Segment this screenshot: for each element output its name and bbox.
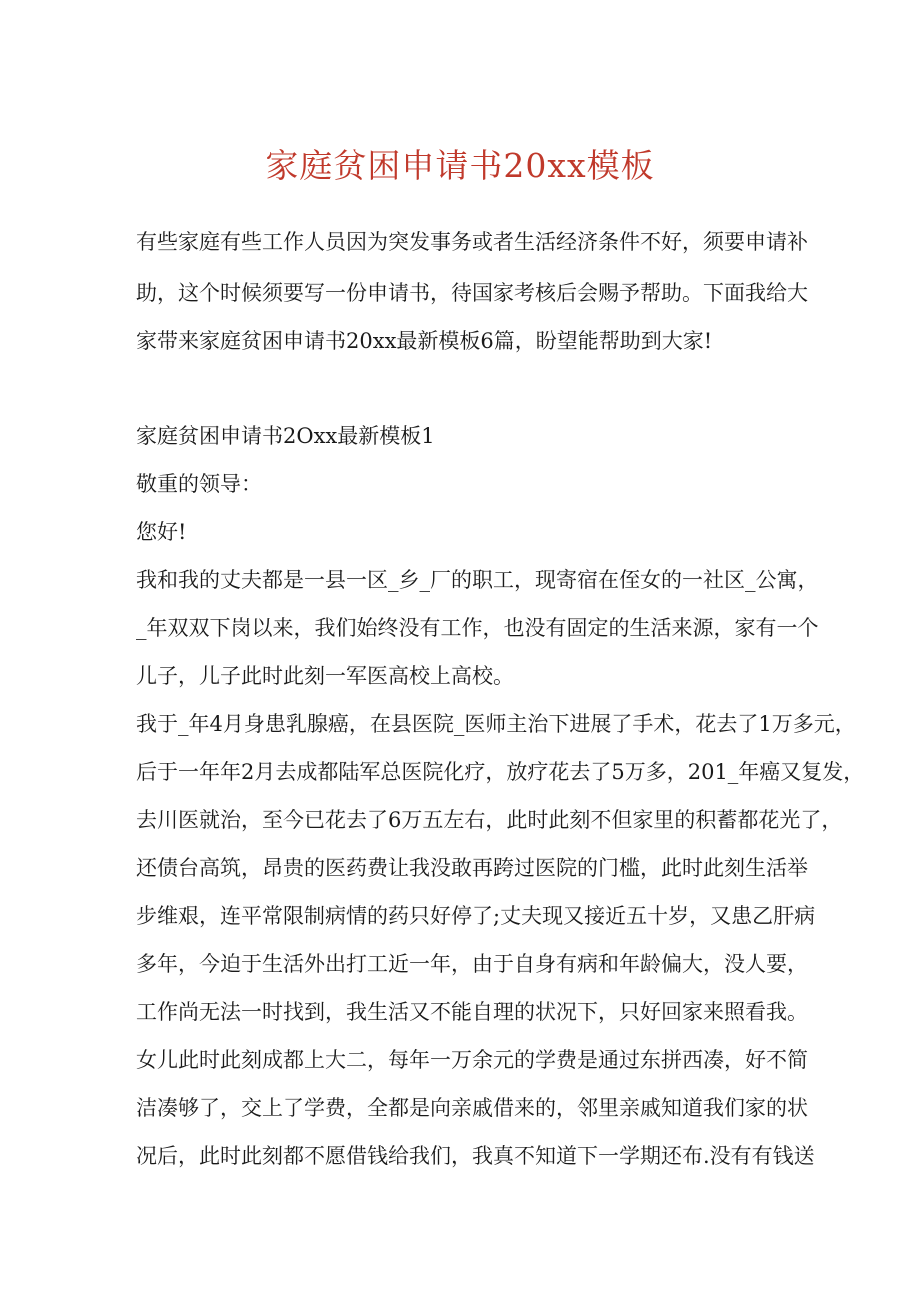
body-line: 况后，此时此刻都不愿借钱给我们，我真不知道下一学期还布.没有有钱送: [136, 1144, 815, 1168]
body-line: 去川医就治，至今已花去了6万五左右，此时此刻不但家里的积蓄都花光了，: [136, 808, 843, 832]
body-line: 洁凑够了，交上了学费，全都是向亲戚借来的，邻里亲戚知道我们家的状: [136, 1096, 808, 1120]
body-line: 后于一年年2月去成都陆军总医院化疗，放疗花去了5万多，201_年癌又复发，: [136, 760, 865, 784]
body-line: 工作尚无法一时找到，我生活又不能自理的状况下，只好回家来照看我。: [136, 1000, 808, 1024]
body-line: _年双双下岗以来，我们始终没有工作，也没有固定的生活来源，家有一个: [136, 616, 819, 640]
intro-line: 有些家庭有些工作人员因为突发事务或者生活经济条件不好，须要申请补: [136, 230, 808, 254]
body-line: 女儿此时此刻成都上大二，每年一万余元的学费是通过东拼西凑，好不简: [136, 1048, 808, 1072]
intro-line: 助，这个时候须要写一份申请书，待国家考核后会赐予帮助。下面我给大: [136, 281, 808, 305]
body-line: 我和我的丈夫都是一县一区_乡_厂的职工，现寄宿在侄女的一社区_公寓，: [136, 568, 819, 592]
intro-line: 家带来家庭贫困申请书20xx最新模板6篇，盼望能帮助到大家!: [136, 329, 713, 353]
body-line: 步维艰，连平常限制病情的药只好停了;丈夫现又接近五十岁，又患乙肝病: [136, 904, 816, 928]
document-title: 家庭贫困申请书20xx模板: [265, 146, 655, 185]
body-line: 儿子，儿子此时此刻一军医高校上高校。: [136, 664, 514, 688]
greeting: 您好!: [136, 520, 187, 544]
body-line: 还债台高筑，昂贵的医药费让我没敢再跨过医院的门槛，此时此刻生活举: [136, 856, 808, 880]
section-title: 家庭贫困申请书2Oxx最新模板1: [136, 424, 435, 448]
salutation: 敬重的领导：: [136, 472, 262, 496]
body-line: 多年，今迫于生活外出打工近一年，由于自身有病和年龄偏大，没人要，: [136, 952, 808, 976]
body-line: 我于_年4月身患乳腺癌，在县医院_医师主治下进展了手术，花去了1万多元，: [136, 712, 856, 736]
